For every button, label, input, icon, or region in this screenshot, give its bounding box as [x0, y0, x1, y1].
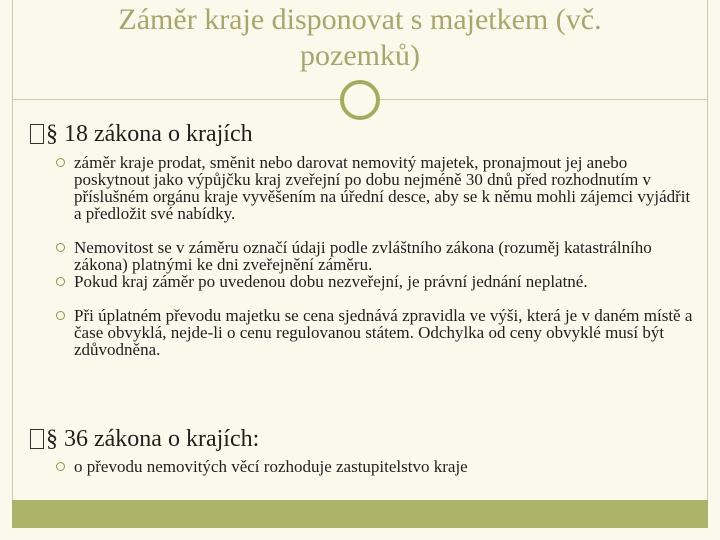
- title-line-2: pozemků): [300, 39, 420, 72]
- list-item: [56, 458, 696, 475]
- section-heading-18: [30, 120, 253, 148]
- missing-glyph-box-icon: [30, 429, 44, 449]
- missing-glyph-box-icon: [30, 124, 44, 144]
- list-item-text: Nemovitost se v záměru označí údaji podle zvláštního zákona (rozuměj katastrálního zákona) platnými ke dni zveřejnění záměru.: [74, 238, 652, 274]
- hollow-circle-bullet-icon: [56, 311, 65, 320]
- list-item-text: Při úplatném převodu majetku se cena sjednává zpravidla ve výši, která je v daném místě a čase obvyklá, nejde-li o cenu regulovanou státem. Odchylka od ceny obvyklé musí být zdůvodněna.: [74, 306, 693, 359]
- hollow-circle-bullet-icon: [56, 277, 65, 286]
- title-line-1: Záměr kraje disponovat s majetkem (vč.: [118, 3, 602, 36]
- section-heading-text: § 18 zákona o krajích: [46, 121, 253, 147]
- hollow-circle-bullet-icon: [56, 158, 65, 167]
- list-item-text: Pokud kraj záměr po uvedenou dobu nezveřejní, je právní jednání neplatné.: [74, 272, 588, 291]
- list-item-text: o převodu nemovitých věcí rozhoduje zastupitelstvo kraje: [74, 457, 468, 476]
- section-18-list: [56, 154, 696, 358]
- list-item: [56, 307, 696, 358]
- hollow-circle-bullet-icon: [56, 462, 65, 471]
- section-36-list: [56, 458, 696, 475]
- section-heading-36: [30, 425, 259, 453]
- list-item: [56, 154, 696, 239]
- ornament-circle-icon: [340, 80, 380, 120]
- list-item: [56, 239, 696, 273]
- list-item: [56, 273, 696, 307]
- footer-accent-bar: [12, 500, 708, 528]
- section-heading-text: § 36 zákona o krajích:: [46, 426, 260, 452]
- hollow-circle-bullet-icon: [56, 243, 65, 252]
- list-item-text: záměr kraje prodat, směnit nebo darovat nemovitý majetek, pronajmout jej anebo poskytnout jako výpůjčku kraj zveřejní po dobu nejméně 30 dnů před rozhodnutím v příslušném orgánu kraje vyvěšením na úřední desce, aby se k němu mohli zájemci vyjádřit a předložit své nabídky.: [74, 153, 691, 223]
